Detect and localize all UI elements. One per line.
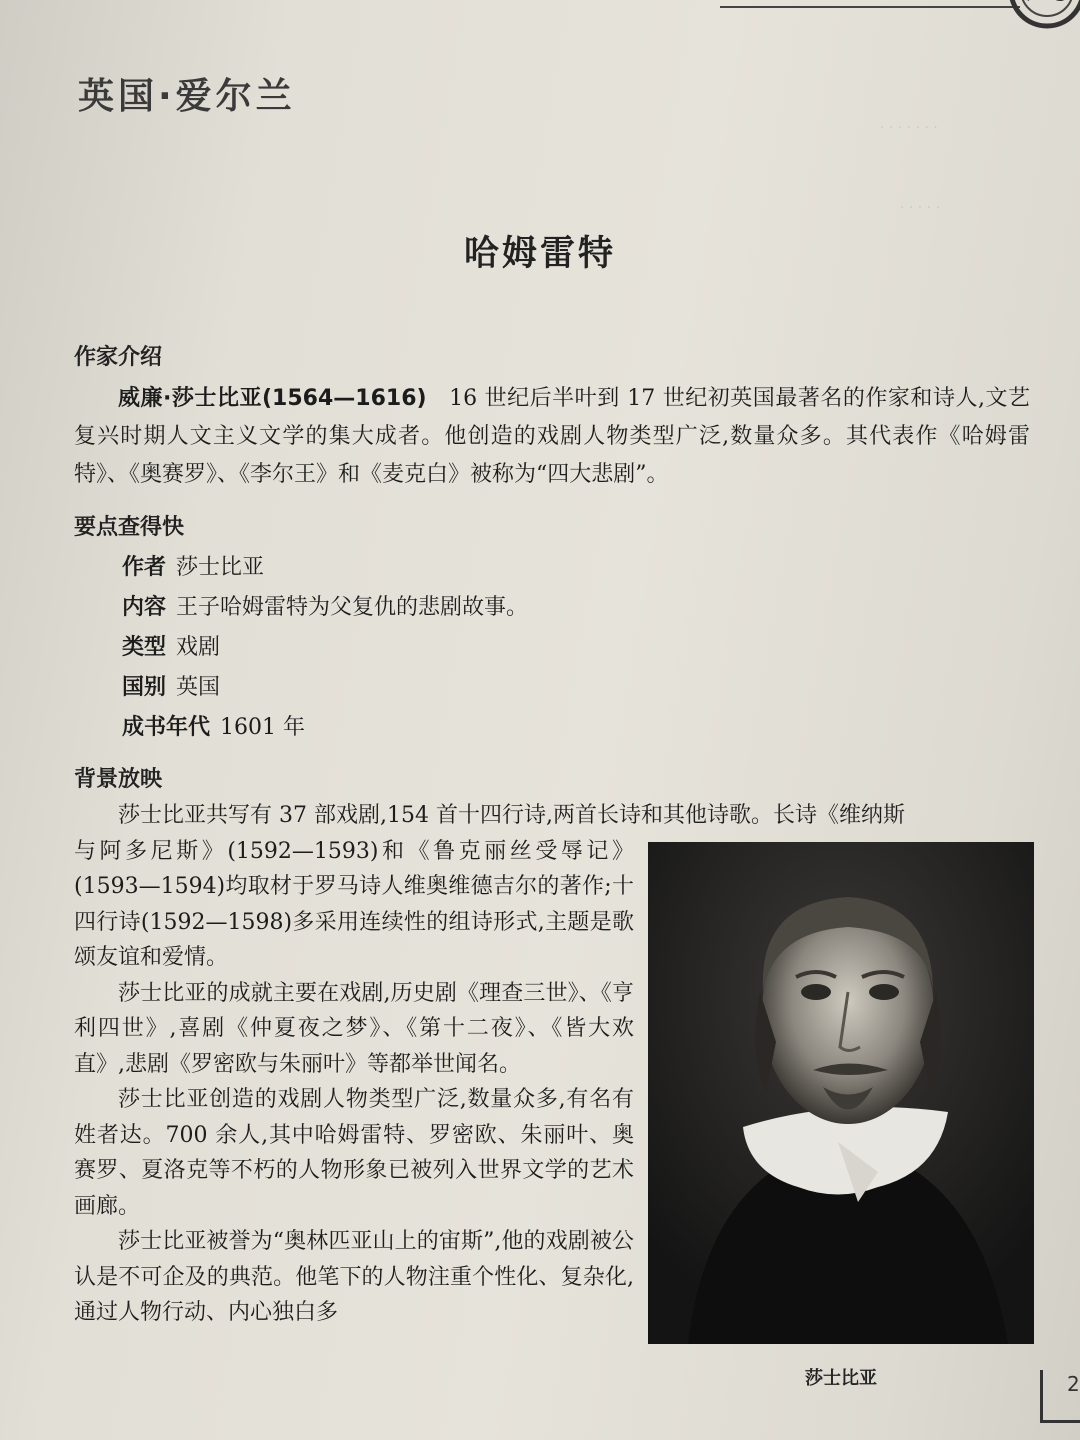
page-number-mark [1040,1370,1080,1423]
work-title: 哈姆雷特 [463,234,616,274]
header-rule [720,6,1020,8]
author-intro-paragraph [74,380,1030,494]
key-points-heading: 要点查得快 [74,515,185,540]
portrait-image [648,842,1034,1344]
section-title: 英国·爱尔兰 [78,76,296,117]
key-value: 英国 [176,675,221,700]
key-point-type [122,628,220,668]
background-paragraph: 莎士比亚被誉为“奥林匹亚山上的宙斯”,他的戏剧被公认是不可企及的典范。他笔下的人物注重个性化、复杂化,通过人物行动、内心独白多 [74,1229,634,1325]
author-name: 威廉·莎士比亚(1564—1616) [118,386,427,411]
background-heading: 背景放映 [74,767,163,792]
key-value: 莎士比亚 [176,555,265,580]
author-intro-heading: 作家介绍 [74,345,163,370]
key-point-country [122,668,220,708]
page-number: 2 [1067,1372,1080,1396]
key-value: 戏剧 [176,635,221,660]
key-point-year [122,708,305,748]
key-label: 内容 [122,595,167,620]
key-label: 作者 [122,555,167,580]
corner-ornament-icon [1002,0,1080,40]
key-value: 王子哈姆雷特为父复仇的悲剧故事。 [176,595,529,620]
key-label: 类型 [122,635,167,660]
background-paragraph: 与阿多尼斯》(1592—1593)和《鲁克丽丝受辱记》(1593—1594)均取材于罗马诗人维奥维德吉尔的著作;十四行诗(1592—1598)多采用连续性的组诗形式,主题是歌颂友谊和爱情。 [74,838,634,970]
book-page: 英国·爱尔兰 · · · · · · · · · · · · 哈姆雷特 作家介绍 威廉·莎士比亚(1564—1616) 16 世纪后半叶到 17 世纪初英国最著名的作家和诗人,文艺复兴时期人文主义文学的集大成者。他创造的戏剧人物类型广泛,数量众多。其代表作《哈姆雷特》、《奥赛罗》、《李尔王》和《麦克白》被称为“四大悲剧”。 要点查得快 作者 莎士比亚 内容 王子哈姆雷特为父复仇的悲剧故事。 类型 戏剧 国别 英国 成书年代 1601 年 背景放映 莎士比亚共写有 37 部戏剧,154 首十四行诗,两首长诗和其他诗歌。长诗《维纳斯 与阿多尼斯》(1592—1593)和《鲁克丽丝受辱记》(1593—1594)均取材于罗马诗人维奥维德吉尔的著作;十四行诗(1592—1598)多采用连续性的组诗形式,主题是歌颂友谊和爱情。 莎士比亚的成就主要在戏剧,历史剧《理查三世》、《亨利四世》,喜剧《仲夏夜之梦》、《第十二夜》、《皆大欢直》,悲剧《罗密欧与朱丽叶》等都举世闻名。 莎士比亚创造的戏剧人物类型广泛,数量众多,有名有姓者达。700 余人,其中哈姆雷特、罗密欧、朱丽叶、奥赛罗、夏洛克等不朽的人物形象已被列入世界文学的艺术画廊。 莎士比亚被誉为“奥林匹亚山上的宙斯”,他的戏剧被公认是不可企及的典范。他笔下的人物注重个性化、复杂化,通过人物行动、内心独白多 莎士比亚 2 [0,0,1080,1440]
key-label: 成书年代 [122,715,211,740]
background-paragraph: 莎士比亚共写有 37 部戏剧,154 首十四行诗,两首长诗和其他诗歌。长诗《维纳斯 [118,803,905,828]
key-point-content [122,588,528,628]
background-paragraph: 莎士比亚的成就主要在戏剧,历史剧《理查三世》、《亨利四世》,喜剧《仲夏夜之梦》、《第十二夜》、《皆大欢直》,悲剧《罗密欧与朱丽叶》等都举世闻名。 [74,980,634,1077]
author-intro-text: 16 世纪后半叶到 17 世纪初英国最著名的作家和诗人,文艺复兴时期人文主义文学的集大成者。他创造的戏剧人物类型广泛,数量众多。其代表作《哈姆雷特》、《奥赛罗》、《李尔王》和《麦克白》被称为“四大悲剧”。 [74,386,1031,487]
key-value: 1601 年 [220,715,305,740]
shakespeare-portrait [648,842,1034,1344]
portrait-caption: 莎士比亚 [805,1368,877,1389]
key-label: 国别 [122,675,167,700]
key-point-author [122,548,264,588]
background-paragraph: 莎士比亚创造的戏剧人物类型广泛,数量众多,有名有姓者达。700 余人,其中哈姆雷特、罗密欧、朱丽叶、奥赛罗、夏洛克等不朽的人物形象已被列入世界文学的艺术画廊。 [74,1087,634,1219]
